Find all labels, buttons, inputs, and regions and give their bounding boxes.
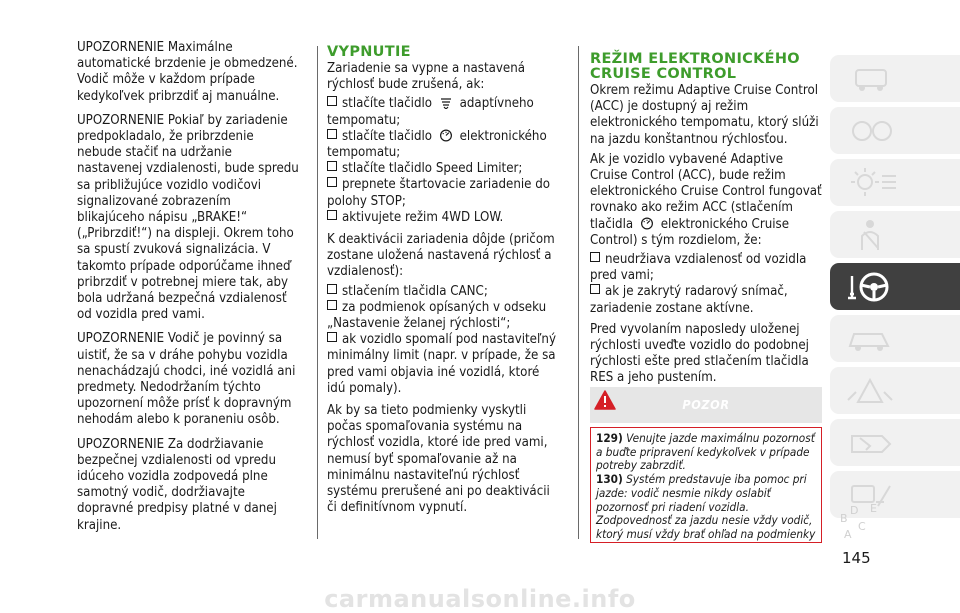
list-item: za podmienok opísaných v odseku „Nastavenie želanej rýchlosti“; — [327, 299, 547, 332]
warning-box — [590, 387, 822, 542]
tab-car-info[interactable] — [830, 55, 960, 102]
tab-engine[interactable] — [830, 419, 960, 466]
list-item: stlačením tlačidla CANC; — [327, 284, 560, 300]
engine-icon — [840, 424, 900, 461]
tab-car-service[interactable] — [830, 315, 960, 362]
chapter-tabs — [830, 55, 960, 545]
column-left — [77, 40, 299, 542]
adaptive-cruise-icon — [439, 96, 453, 109]
speedometer-icon — [439, 129, 453, 142]
car-info-icon — [840, 60, 900, 97]
lights-icon — [840, 164, 900, 201]
intro-text: Zariadenie sa vypne a nastavená rýchlosť bude zrušená, ak: — [327, 61, 525, 93]
warning-title: POZOR — [682, 397, 730, 412]
column-divider-2 — [578, 46, 579, 539]
svg-text:C: C — [858, 520, 866, 533]
column-middle — [327, 45, 560, 524]
list-item: stlačíte tlačidlo elektronického tempomatu; — [327, 128, 547, 161]
tab-warning[interactable] — [830, 367, 960, 414]
tab-lights[interactable] — [830, 159, 960, 206]
paragraph-acc: Ak je vozidlo vybavené Adaptive Cruise Control (ACC), bude režim elektronického Cruise Control fungovať rovnako ako režim ACC (stlačením tlačidla elektronického Cruise Control) s tým rozdielom, že: — [590, 151, 822, 248]
paragraph-warning-1: UPOZORNENIE Maximálne automatické brzdenie je obmedzené. Vodič môže v každom prípade kedykoľvek pribrzdiť aj manuálne. — [77, 40, 298, 104]
section-heading-vypnutie: VYPNUTIE — [327, 44, 411, 60]
paragraph-remains-active: zariadenie zostane aktívne. — [590, 300, 754, 316]
bullet-list-conditions — [327, 284, 560, 397]
checkbox-bullet-icon — [327, 332, 337, 342]
paragraph-warning-4: UPOZORNENIE Za dodržiavanie bezpečnej vzdialenosti od vpredu idúceho vozidla zodpovedá plne samotný vodič, dodržiavajte dopravné predpisy platné v danej krajine. — [77, 436, 277, 533]
warning-text: Venujte jazde maximálnu pozornosť a buďte pripravení kedykoľvek v prípade potreby zabrzdiť. — [596, 431, 815, 473]
paragraph-cruise-intro: Okrem režimu Adaptive Cruise Control (ACC) je dostupný aj režim elektronického tempomatu, ktorý slúži na jazdu konštantnou rýchlosťou. — [590, 83, 819, 147]
tab-seatbelt[interactable] — [830, 211, 960, 258]
bullet-list-deactivation — [327, 96, 560, 226]
list-item: prepnete štartovacie zariadenie do polohy STOP; — [327, 177, 551, 209]
paragraph-warning-2: UPOZORNENIE Pokiaľ by zariadenie predpokladalo, že pribrzdenie nebude stačiť na udržanie nastavenej vzdialenosti, bude spredu sa približujúce vozidlo vodičovi signalizované zobrazením blikajúceho nápisu „BRAKE!“ („Pribrzdiť!“) na displeji. Okrem toho sa spustí zvuková signalizácia. V takomto prípade odporúčame ihneď pribrzdiť v potrebnej miere tak, aby bola udržaná bezpečná vzdialenosť od vozidla pred vami. — [77, 112, 299, 323]
seatbelt-icon — [840, 216, 900, 253]
watermark-text: carmanualsonline.info — [324, 585, 636, 613]
driving-steering-icon — [840, 268, 900, 305]
checkbox-bullet-icon — [327, 300, 337, 310]
checkbox-bullet-icon — [590, 284, 600, 294]
car-service-icon — [840, 320, 900, 357]
column-divider-1 — [317, 46, 318, 539]
warning-header — [590, 387, 822, 423]
warning-text: Systém predstavuje iba pomoc pri jazde: vodič nesmie nikdy oslabiť pozornosť pri riadení vozidla. Zodpovednosť za jazdu nesie vždy vodič, ktorý musí vždy brať ohľad na podmienky — [596, 472, 816, 541]
paragraph-final: Ak by sa tieto podmienky vyskytli počas spomaľovania systému na rýchlosť vozidla, ktoré ide pred vami, nemusí byť spomaľovanie až na minimálnu nastaviteľnú rýchlosť systému prerušené ani po deaktivácii či definitívnom vypnutí. — [327, 403, 550, 516]
list-item: aktivujete režim 4WD LOW. — [327, 210, 560, 226]
list-item: neudržiava vzdialenosť od vozidla pred vami; — [590, 252, 807, 284]
checkbox-bullet-icon — [327, 284, 337, 294]
warning-number: 129) — [596, 431, 623, 445]
paragraph-warning-3: UPOZORNENIE Vodič je povinný sa uistiť, že sa v dráhe pohybu vozidla nenachádzajú chodci, iné vozidlá ani predmety. Nedodržaním týchto upozornení môže prísť k dopravným nehodám alebo k poraneniu osôb. — [77, 331, 296, 428]
checkbox-bullet-icon — [327, 129, 337, 139]
svg-text:A: A — [844, 528, 852, 541]
checkbox-bullet-icon — [327, 177, 337, 187]
speedometer-icon — [640, 217, 654, 230]
tab-dashboard[interactable] — [830, 107, 960, 154]
dashboard-icon — [840, 112, 900, 149]
checkbox-bullet-icon — [327, 210, 337, 220]
page-number: 145 — [842, 549, 871, 567]
tab-driving[interactable] — [830, 263, 960, 310]
index-letters-icon[interactable] — [838, 500, 888, 545]
paragraph-deactivation: K deaktivácii zariadenia dôjde (pričom zostane uložená nastavená rýchlosť a vzdialenosť): — [327, 232, 555, 280]
list-item: stlačíte tlačidlo adaptívneho tempomatu; — [327, 96, 534, 128]
checkbox-bullet-icon — [590, 252, 600, 262]
list-item: ak je zakrytý radarový snímač, — [590, 284, 822, 300]
paragraph-res: Pred vyvolaním naposledy uloženej rýchlosti uveďte vozidlo do podobnej rýchlosti ešte pred stlačením tlačidla RES a jeho pustením. — [590, 321, 809, 386]
column-right — [590, 52, 822, 395]
svg-text:B: B — [840, 512, 848, 525]
list-item: stlačíte tlačidlo Speed Limiter; — [327, 161, 560, 177]
list-item: ak vozidlo spomalí pod nastaviteľný minimálny limit (napr. v prípade, že sa pred vami objavia iné vozidlá, ktoré idú pomaly). — [327, 332, 556, 396]
warning-content — [590, 427, 822, 543]
checkbox-bullet-icon — [327, 96, 337, 106]
warning-number: 130) — [596, 472, 623, 487]
checkbox-bullet-icon — [327, 161, 337, 171]
bullet-list-differences — [590, 252, 822, 301]
svg-text:D: D — [850, 504, 859, 517]
svg-text:E: E — [870, 502, 877, 515]
warning-triangle-icon — [840, 372, 900, 409]
section-heading-cruise-control: REŽIM ELEKTRONICKÉHO CRUISE CONTROL — [590, 51, 800, 82]
